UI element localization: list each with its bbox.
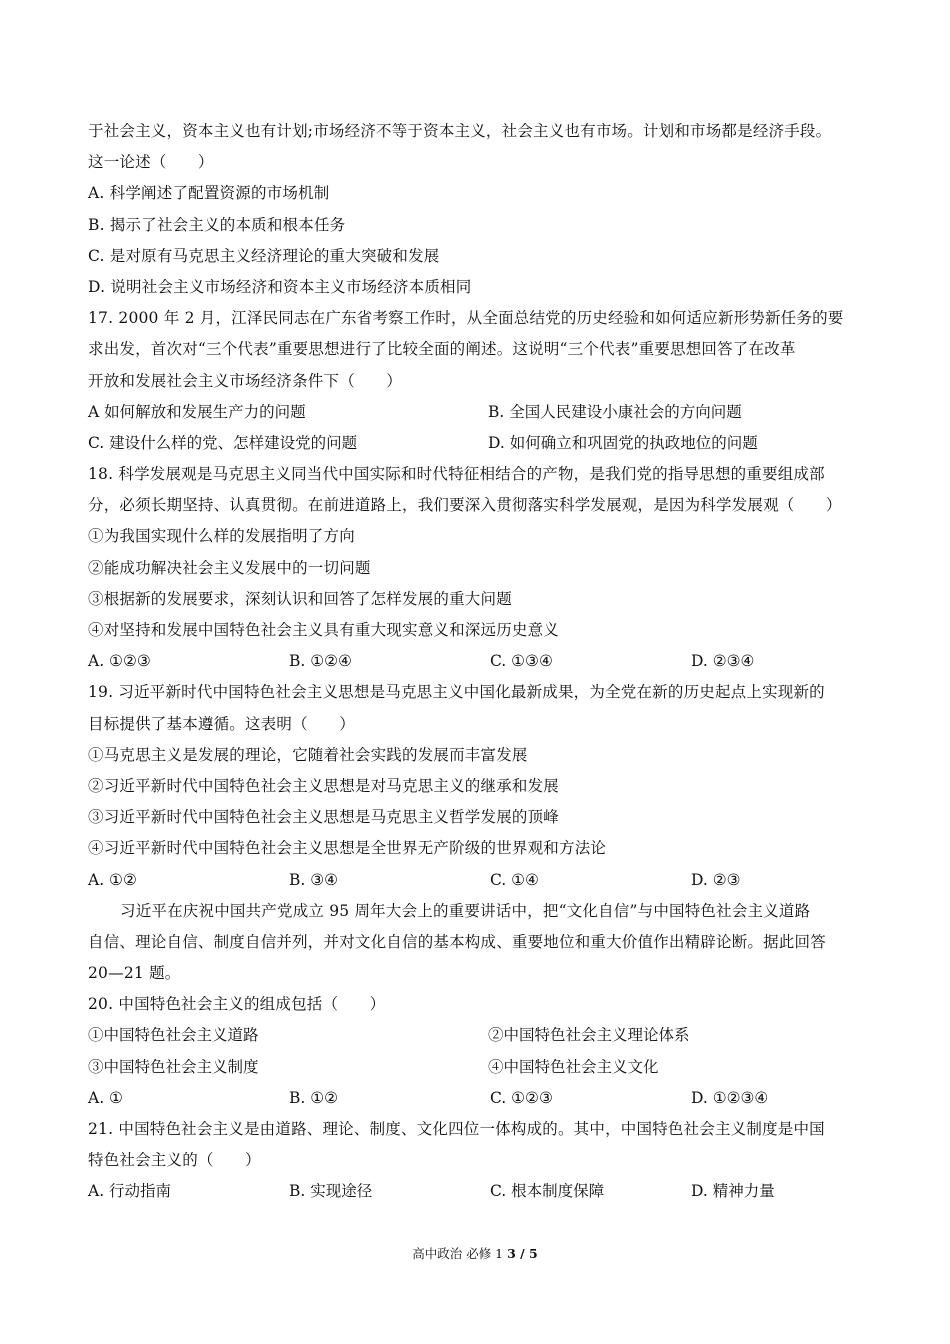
statement-1: ①马克思主义是发展的理论，它随着社会实践的发展而丰富发展 bbox=[88, 745, 528, 764]
option-a: A. 科学阐述了配置资源的市场机制 bbox=[88, 184, 330, 203]
option-b: B. ①②④ bbox=[289, 652, 352, 671]
reading-passage bbox=[88, 896, 868, 990]
statement-1: ①为我国实现什么样的发展指明了方向 bbox=[88, 527, 355, 546]
option-b: B. ③④ bbox=[289, 870, 339, 889]
statement-2: ②中国特色社会主义理论体系 bbox=[488, 1026, 690, 1045]
question-stem: 特色社会主义的（ ） bbox=[88, 1151, 261, 1170]
footer-label: 高中政治 必修 1 bbox=[412, 1246, 508, 1261]
statements-row bbox=[88, 1052, 868, 1083]
option-d: D. ①②③④ bbox=[691, 1088, 769, 1107]
option-a: A. ① bbox=[88, 1088, 123, 1107]
question-stem: 18. 科学发展观是马克思主义同当代中国实际和时代特征相结合的产物，是我们党的指导思想的重要组成部 bbox=[88, 465, 825, 484]
option-b: B. ①② bbox=[289, 1088, 339, 1107]
question-16-continued bbox=[88, 116, 868, 303]
option-d: D. 说明社会主义市场经济和资本主义市场经济本质相同 bbox=[88, 277, 472, 296]
options-row bbox=[88, 428, 868, 459]
option-c: C. ①③④ bbox=[490, 652, 553, 671]
statement-3: ③中国特色社会主义制度 bbox=[88, 1057, 259, 1076]
option-c: C. 是对原有马克思主义经济理论的重大突破和发展 bbox=[88, 246, 440, 265]
question-17 bbox=[88, 303, 868, 459]
statement-4: ④中国特色社会主义文化 bbox=[488, 1057, 659, 1076]
statement-2: ②习近平新时代中国特色社会主义思想是对马克思主义的继承和发展 bbox=[88, 776, 560, 795]
option-c: C. 建设什么样的党、怎样建设党的问题 bbox=[88, 433, 358, 452]
question-20 bbox=[88, 989, 868, 1114]
option-d: D. ②③ bbox=[691, 870, 741, 889]
option-a: A. 行动指南 bbox=[88, 1182, 172, 1201]
page-number: 3 / 5 bbox=[507, 1246, 538, 1261]
options-row bbox=[88, 397, 868, 428]
option-d: D. ②③④ bbox=[691, 652, 755, 671]
question-stem: 求出发，首次对“三个代表”重要思想进行了比较全面的阐述。这说明“三个代表”重要思想回答了在改革 bbox=[88, 340, 796, 359]
statements-row bbox=[88, 1020, 868, 1051]
page-footer bbox=[0, 1244, 950, 1262]
option-d: D. 如何确立和巩固党的执政地位的问题 bbox=[488, 433, 758, 452]
question-text: 于社会主义，资本主义也有计划;市场经济不等于资本主义，社会主义也有市场。计划和市场都是经济手段。 bbox=[88, 122, 832, 140]
statement-3: ③习近平新时代中国特色社会主义思想是马克思主义哲学发展的顶峰 bbox=[88, 808, 560, 827]
option-b: B. 实现途径 bbox=[289, 1182, 373, 1201]
question-stem: 21. 中国特色社会主义是由道路、理论、制度、文化四位一体构成的。其中，中国特色社会主义制度是中国 bbox=[88, 1120, 825, 1138]
option-a: A. ①②③ bbox=[88, 652, 151, 671]
option-d: D. 精神力量 bbox=[691, 1182, 775, 1201]
question-stem: 分，必须长期坚持、认真贯彻。在前进道路上，我们要深入贯彻落实科学发展观，是因为科学发展观（ ） bbox=[88, 496, 842, 515]
option-a: A. ①② bbox=[88, 870, 137, 889]
question-stem: 19. 习近平新时代中国特色社会主义思想是马克思主义中国化最新成果，为全党在新的历史起点上实现新的 bbox=[88, 683, 825, 702]
statement-4: ④习近平新时代中国特色社会主义思想是全世界无产阶级的世界观和方法论 bbox=[88, 839, 607, 858]
option-b: B. 全国人民建设小康社会的方向问题 bbox=[488, 402, 742, 421]
passage-text: 20—21 题。 bbox=[88, 964, 181, 983]
passage-text: 自信、理论自信、制度自信并列，并对文化自信的基本构成、重要地位和重大价值作出精辟论断。据此回答 bbox=[88, 932, 826, 951]
statement-2: ②能成功解决社会主义发展中的一切问题 bbox=[88, 558, 371, 577]
question-18 bbox=[88, 459, 868, 677]
question-text: 这一论述（ ） bbox=[88, 153, 214, 172]
question-stem: 20. 中国特色社会主义的组成包括（ ） bbox=[88, 995, 386, 1014]
statement-1: ①中国特色社会主义道路 bbox=[88, 1026, 259, 1045]
option-a: A 如何解放和发展生产力的问题 bbox=[88, 402, 306, 421]
passage-text: 习近平在庆祝中国共产党成立 95 周年大会上的重要讲话中，把“文化自信”与中国特色社会主义道路 bbox=[120, 901, 811, 920]
exam-page-body bbox=[88, 116, 868, 1208]
question-19 bbox=[88, 677, 868, 895]
options-row bbox=[88, 1176, 868, 1207]
option-c: C. ①②③ bbox=[490, 1088, 553, 1107]
question-stem: 17. 2000 年 2 月，江泽民同志在广东省考察工作时，从全面总结党的历史经验和如何适应新形势新任务的要 bbox=[88, 309, 844, 328]
statement-4: ④对坚持和发展中国特色社会主义具有重大现实意义和深远历史意义 bbox=[88, 621, 560, 639]
option-b: B. 揭示了社会主义的本质和根本任务 bbox=[88, 215, 346, 234]
statement-3: ③根据新的发展要求，深刻认识和回答了怎样发展的重大问题 bbox=[88, 589, 512, 608]
question-stem: 目标提供了基本遵循。这表明（ ） bbox=[88, 714, 355, 733]
options-row bbox=[88, 646, 868, 677]
options-row bbox=[88, 1083, 868, 1114]
question-stem: 开放和发展社会主义市场经济条件下（ ） bbox=[88, 371, 403, 390]
option-c: C. 根本制度保障 bbox=[490, 1182, 605, 1201]
question-21 bbox=[88, 1114, 868, 1208]
option-c: C. ①④ bbox=[490, 870, 539, 889]
options-row bbox=[88, 865, 868, 896]
